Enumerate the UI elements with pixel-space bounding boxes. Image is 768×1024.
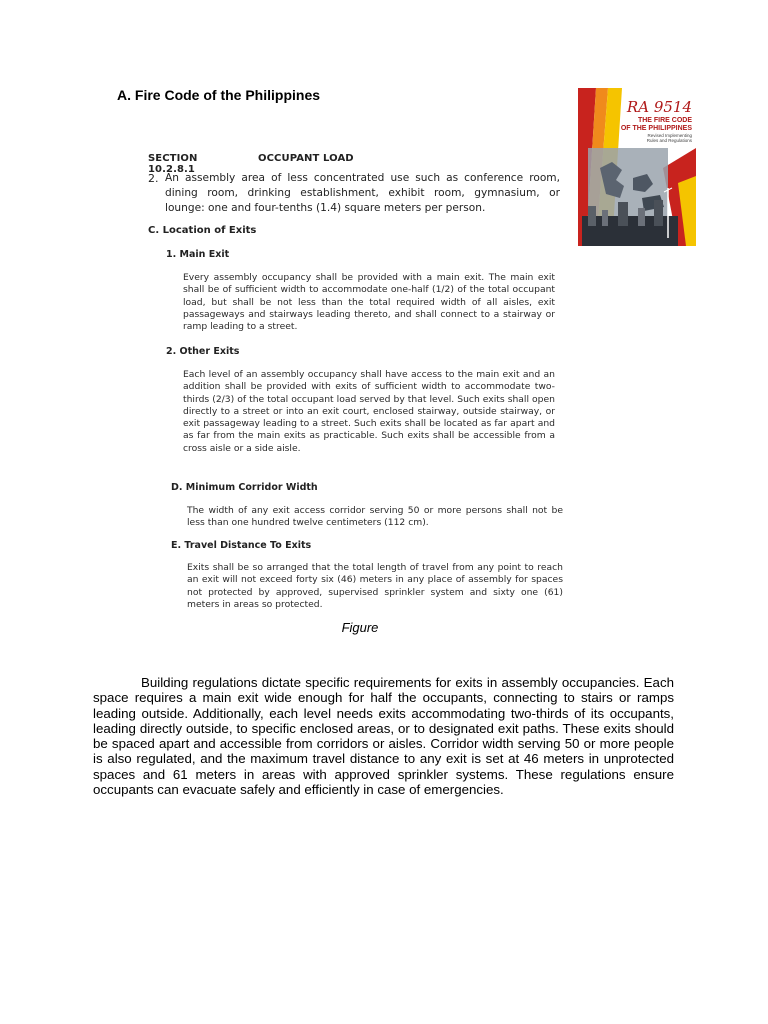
fire-code-cover-image (578, 88, 696, 246)
corridor-width-label: D. Minimum Corridor Width (171, 482, 318, 493)
cover-small-text: Revised Implementing Rules and Regulations (646, 133, 692, 143)
travel-distance-label: E. Travel Distance To Exits (171, 540, 312, 551)
section-number: SECTION 10.2.8.1 (148, 153, 198, 175)
corridor-width-text: The width of any exit access corridor serving 50 or more persons shall not be less than one hundred twelve centimeters (112 cm). (187, 505, 563, 529)
figure-caption: Figure (341, 620, 379, 635)
travel-distance-text: Exits shall be so arranged that the total length of travel from any point to reach an exit will not exceed forty six (46) meters in any place of assembly for spaces not protected by approved, supervised sprinkler system and sixty one (61) meters in areas so protected. (187, 562, 563, 610)
item-text: An assembly area of less concentrated use such as conference room, dining room, drinking establishment, exhibit room, gymnasium, or lounge: one and four-tenths (1.4) square meters per person. (165, 172, 560, 214)
cover-subtitle-line2: OF THE PHILIPPINES (620, 125, 692, 132)
section-title: OCCUPANT LOAD (258, 153, 354, 164)
location-of-exits-label: C. Location of Exits (148, 225, 257, 236)
body-paragraph: Building regulations dictate specific requirements for exits in assembly occupancies. Each space requires a main exit wide enough for half the occupants, connecting to stairs or ramps leading outside. Additionally, each level needs exits accommodating two-thirds of its occupants, leading directly outside, to specific enclosed areas, or to designated exit paths. These exits should be spaced apart and accessible from corridors or aisles. Corridor width serving 50 or more people is also regulated, and the maximum travel distance to any exit is set at 46 meters in unprotected spaces and 61 meters in areas with approved sprinkler systems. These regulations ensure occupants can evacuate safely and efficiently in case of emergencies. (93, 675, 674, 798)
section-heading: A. Fire Code of the Philippines (117, 87, 321, 103)
main-exit-label: 1. Main Exit (166, 249, 230, 260)
main-exit-text: Every assembly occupancy shall be provided with a main exit. The main exit shall be of sufficient width to accommodate one-half (1/2) of the total occupant load, but shall be not less than the total required width of all aisles, exit passageways and stairways leading thereto, and shall connect to a stairway or ramp leading to a street. (183, 272, 555, 333)
cover-subtitle (621, 117, 692, 133)
other-exits-text: Each level of an assembly occupancy shall have access to the main exit and an addition shall be provided with exits of sufficient width to accommodate two-thirds (2/3) of the total occupant load served by that level. Such exits shall open directly to a street or into an exit court, enclosed stairway, outside stairway, or exit passageway leading to a street. Such exits shall be located as far apart and as far from the main exits as practicable. Such exits shall be accessible from a cross aisle or a side aisle. (183, 369, 555, 454)
cover-title: RA 9514 (626, 98, 692, 116)
other-exits-label: 2. Other Exits (166, 346, 240, 357)
cover-subtitle-line1: THE FIRE CODE (637, 117, 692, 124)
item-number: 2. (148, 172, 159, 185)
